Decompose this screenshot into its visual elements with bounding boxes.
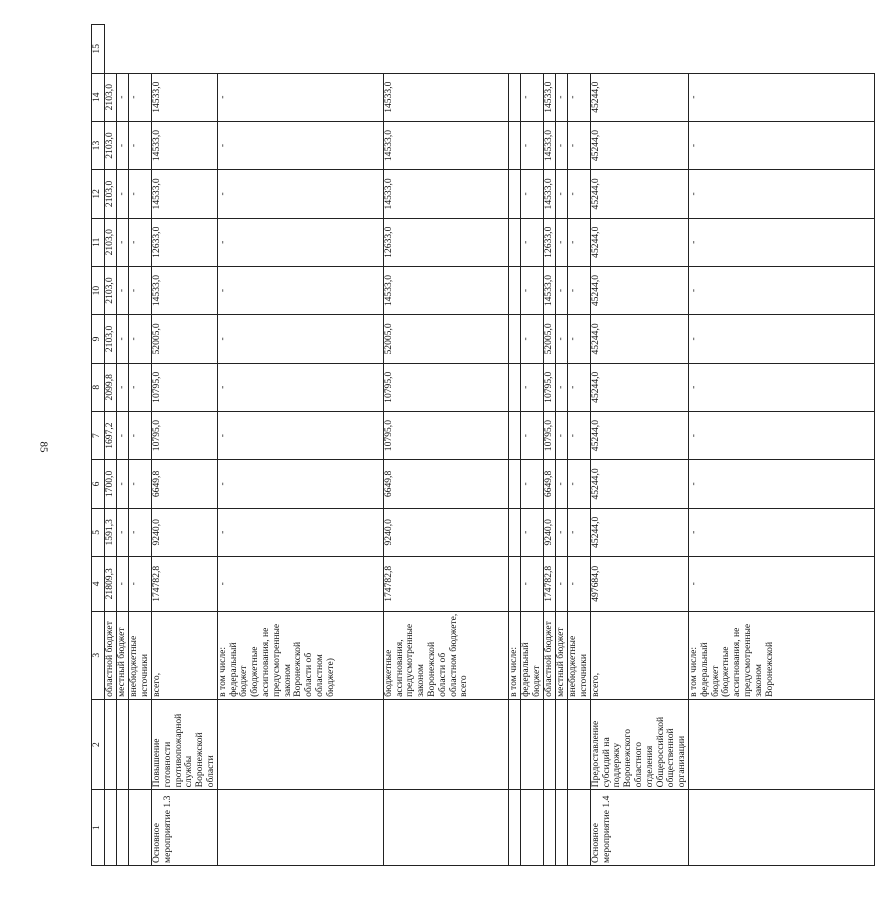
amount-cell: - [117,460,129,508]
amount-cell: - [520,121,543,169]
funding-source-cell: в том числе: [508,611,520,699]
activity-name-cell [217,699,383,789]
funding-source-cell: областной бюджет [105,611,117,699]
column-header: 13 [92,121,105,169]
activity-code-cell [688,790,874,866]
table-row [543,25,555,866]
amount-cell: - [217,170,383,218]
activity-name-cell [567,699,590,789]
table-row [567,25,590,866]
amount-cell: 14533,0 [152,121,218,169]
amount-cell: 45244,0 [590,73,688,121]
amount-cell: - [688,363,874,411]
table-body [105,25,875,866]
amount-cell: - [688,411,874,459]
amount-cell: - [129,121,152,169]
amount-cell: 1697,2 [105,411,117,459]
table-row [508,25,520,866]
amount-cell: - [117,121,129,169]
amount-cell: - [217,73,383,121]
activity-code-cell [383,790,508,866]
amount-cell: - [117,363,129,411]
activity-code-cell [543,790,555,866]
amount-cell: - [688,121,874,169]
table-row [590,25,688,866]
amount-cell: - [117,73,129,121]
column-header: 3 [92,611,105,699]
amount-cell: 21809,3 [105,556,117,611]
amount-cell: - [217,121,383,169]
amount-cell: 45244,0 [590,460,688,508]
amount-cell: - [688,73,874,121]
amount-cell: - [217,508,383,556]
amount-cell: 45244,0 [590,266,688,314]
amount-cell: - [688,460,874,508]
amount-cell: 2103,0 [105,315,117,363]
budget-table [91,24,875,866]
amount-cell: 14533,0 [543,170,555,218]
funding-source-cell: местный бюджет [117,611,129,699]
column-header: 5 [92,508,105,556]
amount-cell: - [688,315,874,363]
funding-source-cell: внебюджетные источники [129,611,152,699]
amount-cell: - [555,218,567,266]
table-row [117,25,129,866]
amount-cell: - [520,363,543,411]
amount-cell: - [555,411,567,459]
amount-cell: 174782,8 [152,556,218,611]
amount-cell: 1591,3 [105,508,117,556]
amount-cell: 2099,8 [105,363,117,411]
amount-cell: 174782,8 [383,556,508,611]
column-header: 4 [92,556,105,611]
funding-source-cell: в том числе: федеральный бюджет (бюджетные ассигнования, не предусмотренные законом Воронежской [688,611,874,699]
amount-cell: 14533,0 [383,266,508,314]
amount-cell: - [688,266,874,314]
amount-cell: - [117,266,129,314]
amount-cell [508,460,520,508]
amount-cell: - [129,73,152,121]
amount-cell: - [217,460,383,508]
column-header: 11 [92,218,105,266]
amount-cell [508,266,520,314]
activity-code-cell [105,790,117,866]
amount-cell: 12633,0 [383,218,508,266]
amount-cell: - [117,411,129,459]
amount-cell: - [688,170,874,218]
amount-cell [508,170,520,218]
amount-cell: 45244,0 [590,411,688,459]
funding-source-cell: местный бюджет [555,611,567,699]
activity-name-cell [129,699,152,789]
activity-name-cell [520,699,543,789]
amount-cell: - [520,556,543,611]
amount-cell [508,508,520,556]
amount-cell: - [555,121,567,169]
amount-cell: 9240,0 [543,508,555,556]
funding-source-cell: внебюджетные источники [567,611,590,699]
amount-cell: 14533,0 [543,121,555,169]
activity-code-cell [129,790,152,866]
amount-cell: - [555,170,567,218]
column-header: 8 [92,363,105,411]
amount-cell: 45244,0 [590,508,688,556]
amount-cell: - [567,508,590,556]
amount-cell: - [117,556,129,611]
header-row [92,25,105,866]
activity-code-cell: Основное мероприятие 1.4 [590,790,688,866]
amount-cell: - [688,218,874,266]
amount-cell: - [217,411,383,459]
amount-cell: - [117,315,129,363]
amount-cell: - [567,556,590,611]
amount-cell: 2103,0 [105,170,117,218]
amount-cell: - [555,556,567,611]
amount-cell: - [567,170,590,218]
activity-code-cell [217,790,383,866]
amount-cell: - [555,73,567,121]
amount-cell: 10795,0 [383,411,508,459]
amount-cell: - [567,460,590,508]
activity-name-cell: Повышение готовности противопожарной службы Воронежской области [152,699,218,789]
table-row [688,25,874,866]
activity-name-cell [117,699,129,789]
amount-cell: - [520,73,543,121]
amount-cell: 45244,0 [590,170,688,218]
column-header: 7 [92,411,105,459]
amount-cell: - [129,508,152,556]
activity-name-cell [688,699,874,789]
amount-cell: - [129,218,152,266]
amount-cell: - [520,315,543,363]
amount-cell: 2103,0 [105,121,117,169]
amount-cell: 14533,0 [152,73,218,121]
amount-cell: - [117,218,129,266]
amount-cell: - [129,363,152,411]
column-header: 15 [92,25,105,74]
amount-cell: - [567,266,590,314]
amount-cell: - [567,121,590,169]
amount-cell [508,363,520,411]
amount-cell: 1700,0 [105,460,117,508]
amount-cell: 2103,0 [105,218,117,266]
amount-cell: - [520,411,543,459]
amount-cell: 2103,0 [105,73,117,121]
amount-cell: 6649,8 [152,460,218,508]
amount-cell: 10795,0 [383,363,508,411]
amount-cell: 14533,0 [543,266,555,314]
table-row [129,25,152,866]
column-header: 10 [92,266,105,314]
activity-code-cell [555,790,567,866]
amount-cell [508,556,520,611]
table-row [217,25,383,866]
amount-cell: 12633,0 [543,218,555,266]
amount-cell: 10795,0 [543,363,555,411]
activity-code-cell [520,790,543,866]
amount-cell: 52005,0 [152,315,218,363]
rotated-table-wrapper [91,24,775,866]
amount-cell: - [567,73,590,121]
amount-cell: 14533,0 [152,266,218,314]
activity-name-cell [105,699,117,789]
amount-cell: - [520,508,543,556]
amount-cell: - [117,170,129,218]
amount-cell [508,121,520,169]
amount-cell: 10795,0 [543,411,555,459]
column-header: 12 [92,170,105,218]
amount-cell: 14533,0 [543,73,555,121]
amount-cell: 497684,0 [590,556,688,611]
amount-cell [508,315,520,363]
amount-cell: 12633,0 [152,218,218,266]
column-header: 6 [92,460,105,508]
amount-cell: - [217,315,383,363]
amount-cell: 52005,0 [543,315,555,363]
amount-cell: 10795,0 [152,411,218,459]
amount-cell: 9240,0 [152,508,218,556]
amount-cell: - [129,170,152,218]
amount-cell: 45244,0 [590,315,688,363]
amount-cell: - [129,315,152,363]
amount-cell: - [217,556,383,611]
column-header: 14 [92,73,105,121]
table-row [383,25,508,866]
amount-cell: 14533,0 [383,73,508,121]
column-header: 9 [92,315,105,363]
activity-name-cell [383,699,508,789]
amount-cell: - [217,218,383,266]
amount-cell [508,73,520,121]
funding-source-cell: в том числе: федеральный бюджет (бюджетные ассигнования, не предусмотренные законом Воронежской области об областном бюджете) [217,611,383,699]
funding-source-cell: всего, [152,611,218,699]
amount-cell: 14533,0 [152,170,218,218]
amount-cell: 45244,0 [590,363,688,411]
amount-cell: - [520,460,543,508]
amount-cell: - [520,218,543,266]
amount-cell: - [129,460,152,508]
amount-cell: 14533,0 [383,170,508,218]
funding-source-cell: федеральный бюджет [520,611,543,699]
amount-cell: 174782,8 [543,556,555,611]
amount-cell: - [520,266,543,314]
amount-cell: 9240,0 [383,508,508,556]
amount-cell: - [567,411,590,459]
amount-cell: - [555,315,567,363]
amount-cell: - [688,556,874,611]
amount-cell: 14533,0 [383,121,508,169]
amount-cell [508,411,520,459]
amount-cell: 45244,0 [590,218,688,266]
activity-name-cell [508,699,520,789]
amount-cell: 52005,0 [383,315,508,363]
amount-cell: - [117,508,129,556]
activity-name-cell [543,699,555,789]
page-number: 85 [37,441,50,453]
funding-source-cell: областной бюджет [543,611,555,699]
amount-cell: - [555,460,567,508]
amount-cell: - [217,363,383,411]
activity-code-cell [567,790,590,866]
funding-source-cell: бюджетные ассигнования, предусмотренные законом Воронежской области об областном бюджете, всего [383,611,508,699]
amount-cell: - [129,411,152,459]
amount-cell: - [555,363,567,411]
amount-cell: - [129,556,152,611]
amount-cell: 45244,0 [590,121,688,169]
activity-name-cell: Предоставление субсидий на поддержку Воронежского областного отделения Общероссийской общественной организации [590,699,688,789]
amount-cell: - [555,266,567,314]
activity-code-cell [508,790,520,866]
column-header: 1 [92,790,105,866]
amount-cell [508,218,520,266]
activity-code-cell [117,790,129,866]
amount-cell: 2103,0 [105,266,117,314]
table-row [152,25,218,866]
column-header: 2 [92,699,105,789]
amount-cell: 6649,8 [543,460,555,508]
amount-cell: - [555,508,567,556]
activity-name-cell [555,699,567,789]
amount-cell: 10795,0 [152,363,218,411]
amount-cell: - [520,170,543,218]
amount-cell: - [567,363,590,411]
table-row [555,25,567,866]
table-row [105,25,117,866]
activity-code-cell: Основное мероприятие 1.3 [152,790,218,866]
funding-source-cell: всего, [590,611,688,699]
amount-cell: - [129,266,152,314]
amount-cell: 6649,8 [383,460,508,508]
table-row [520,25,543,866]
amount-cell: - [567,315,590,363]
amount-cell: - [217,266,383,314]
amount-cell: - [688,508,874,556]
amount-cell: - [567,218,590,266]
